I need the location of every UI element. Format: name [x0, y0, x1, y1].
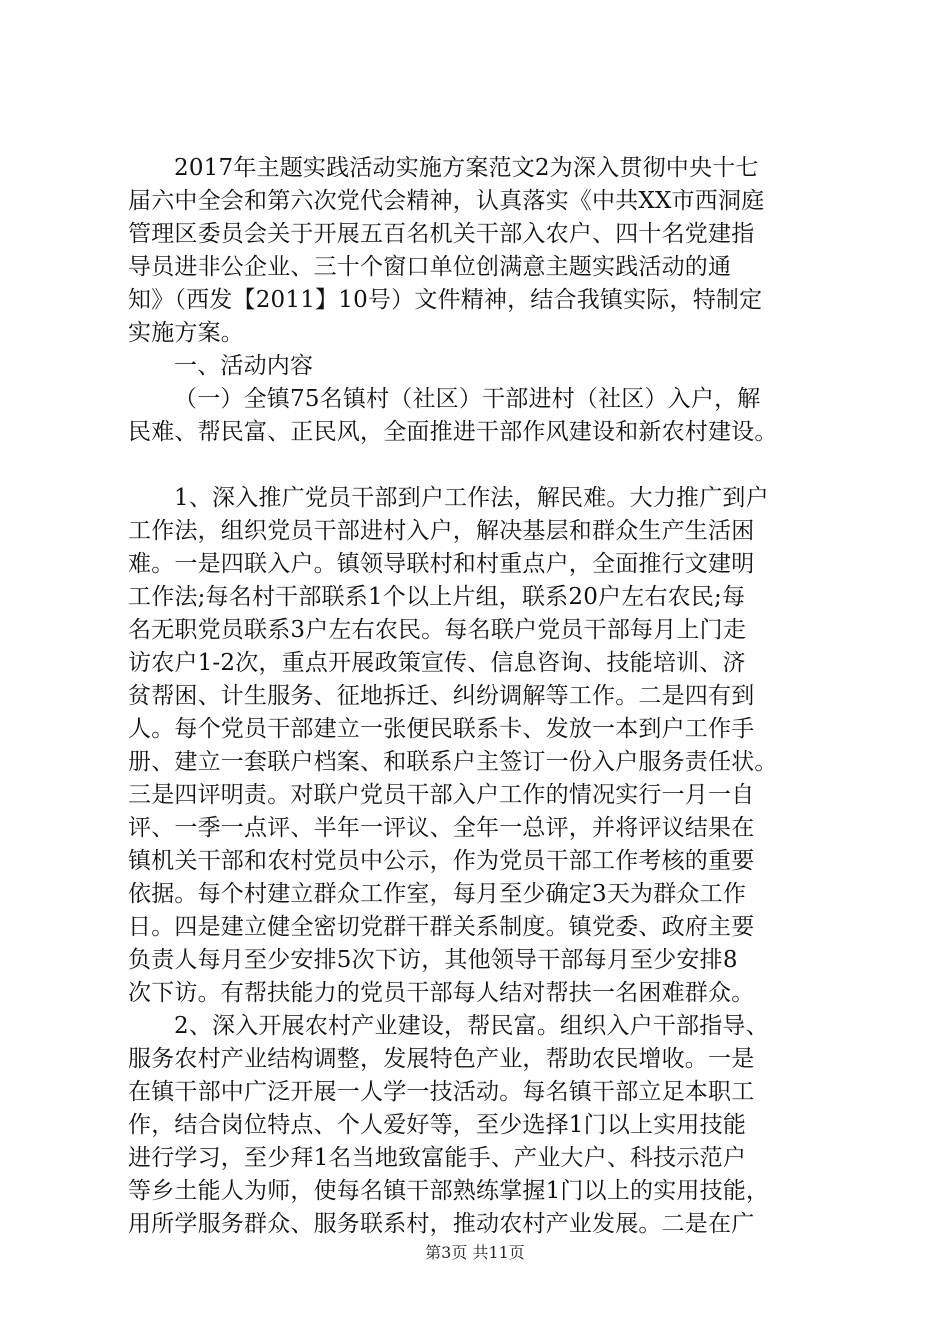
text-line: 日。四是建立健全密切党群干群关系制度。镇党委、政府主要 [128, 914, 755, 940]
text-line: 工作法;每名村干部联系1个以上片组，联系20户左右农民;每 [128, 584, 746, 610]
text-line: 2017年主题实践活动实施方案范文2为深入贯彻中央十七 [174, 155, 759, 181]
text-line: 实施方案。 [128, 320, 244, 346]
document-body [128, 152, 832, 1241]
text-line: 届六中全会和第六次党代会精神，认真落实《中共XX市西洞庭 [128, 188, 765, 214]
text-line: （一）全镇75名镇村（社区）干部进村（社区）入户，解 [174, 386, 761, 412]
text-line: 评、一季一点评、半年一评议、全年一总评，并将评议结果在 [128, 815, 755, 841]
text-line: 册、建立一套联户档案、和联系户主签订一份入户服务责任状。 [128, 749, 778, 775]
text-line: 服务农村产业结构调整，发展特色产业，帮助农民增收。一是 [128, 1046, 755, 1072]
text-line: 依据。每个村建立群众工作室，每月至少确定3天为群众工作 [128, 881, 747, 907]
text-line: 用所学服务群众、服务联系村，推动农村产业发展。二是在广 [128, 1211, 755, 1237]
text-line: 工作法，组织党员干部进村入户，解决基层和群众生产生活困 [128, 518, 755, 544]
text-line: 民难、帮民富、正民风，全面推进干部作风建设和新农村建设。 [128, 419, 778, 445]
text-line: 知》（西发【2011】10号）文件精神，结合我镇实际，特制定 [128, 287, 763, 313]
section-heading: 一、活动内容 [174, 353, 314, 379]
text-line: 访农户1-2次，重点开展政策宣传、信息咨询、技能培训、济 [128, 650, 746, 676]
text-line: 贫帮困、计生服务、征地拆迁、纠纷调解等工作。二是四有到 [128, 683, 755, 709]
blank-line [128, 449, 832, 482]
text-line: 管理区委员会关于开展五百名机关干部入农户、四十名党建指 [128, 221, 755, 247]
text-line: 1、深入推广党员干部到户工作法，解民难。大力推广到户 [174, 485, 769, 511]
text-line: 人。每个党员干部建立一张便民联系卡、发放一本到户工作手 [128, 716, 755, 742]
text-line: 等乡土能人为师，使每名镇干部熟练掌握1门以上的实用技能， [128, 1178, 770, 1204]
text-line: 导员进非公企业、三十个窗口单位创满意主题实践活动的通 [128, 254, 732, 280]
page-number-footer: 第3页 共11页 [425, 1243, 525, 1262]
text-line: 2、深入开展农村产业建设，帮民富。组织入户干部指导、 [174, 1013, 769, 1039]
text-line: 负责人每月至少安排5次下访，其他领导干部每月至少安排8 [128, 947, 738, 973]
text-line: 镇机关干部和农村党员中公示，作为党员干部工作考核的重要 [128, 848, 755, 874]
text-line: 三是四评明责。对联户党员干部入户工作的情况实行一月一自 [128, 782, 755, 808]
text-line: 作，结合岗位特点、个人爱好等，至少选择1门以上实用技能 [128, 1112, 747, 1138]
text-line: 名无职党员联系3户左右农民。每名联户党员干部每月上门走 [128, 617, 747, 643]
text-line: 难。一是四联入户。镇领导联村和村重点户，全面推行文建明 [128, 551, 755, 577]
text-line: 进行学习，至少拜1名当地致富能手、产业大户、科技示范户 [128, 1145, 747, 1171]
text-line: 次下访。有帮扶能力的党员干部每人结对帮扶一名困难群众。 [128, 980, 755, 1006]
text-line: 在镇干部中广泛开展一人学一技活动。每名镇干部立足本职工 [128, 1079, 755, 1105]
